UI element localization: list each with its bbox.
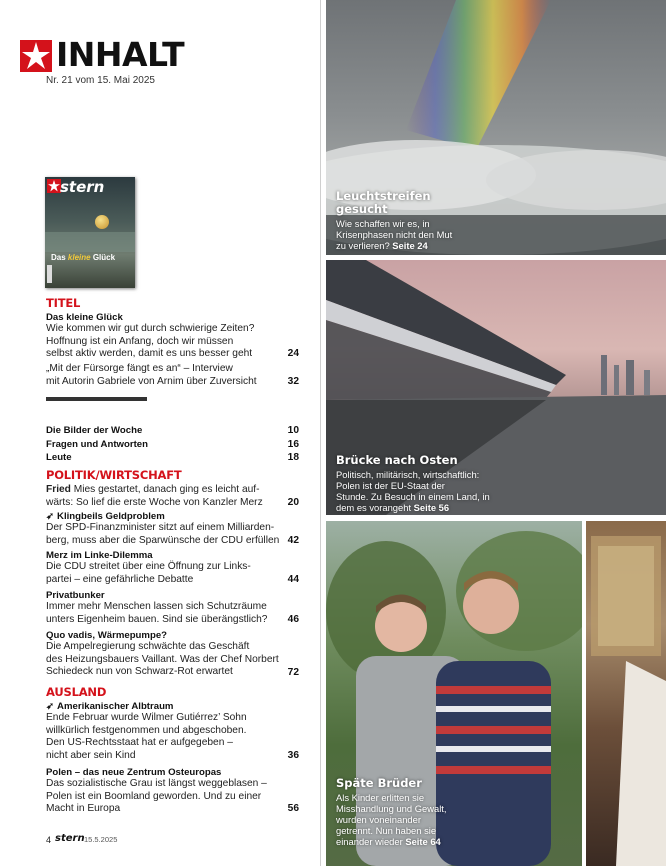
section-politik: POLITIK/WIRTSCHAFT	[46, 468, 182, 482]
cover-barcode	[47, 265, 52, 283]
entry-text: Die Ampelregierung schwächte das Geschäft des Heizungsbauers Vaillant. Was der Chef Norbert Schiedeck nun von Schwarz-Rot erwartet	[46, 641, 279, 678]
page-number[interactable]: 24	[287, 348, 299, 359]
photo-caption: Späte Brüder Als Kinder erlitten sie Misshandlung und Gewalt, wurden voneinander getrennt. Nun haben sie einander wieder Seite 64	[336, 776, 447, 847]
page-number[interactable]: 20	[287, 497, 299, 508]
rubric-item[interactable]: Die Bilder der Woche	[46, 425, 143, 436]
folio-date: 15.5.2025	[84, 835, 118, 844]
folio-page-number: 4	[46, 835, 52, 845]
entry-heading[interactable]: Privatbunker	[46, 590, 105, 601]
issue-info: Nr. 21 vom 15. Mai 2025	[46, 75, 155, 86]
rubric-item[interactable]: Fragen und Antworten	[46, 439, 148, 450]
photo-bridge[interactable]	[326, 260, 666, 515]
photo-caption: Leuchtstreifen gesucht Wie schaffen wir es, in Krisenphasen nicht den Mut zu verlieren? Seite 24	[336, 189, 453, 251]
arrow-marker-icon: ➶	[46, 701, 55, 712]
page-number[interactable]: 44	[287, 574, 299, 585]
entry-text: Ende Februar wurde Wilmer Gutiérrez’ Sohn willkürlich festgenommen und abgeschoben. Den US-Rechtsstaat hat er aufgegeben – nicht aber sein Kind	[46, 712, 247, 761]
entry-text: „Mit der Fürsorge fängt es an“ – Interview mit Autorin Gabriele von Arnim über Zuversicht	[46, 363, 257, 387]
photo-caption: Brücke nach Osten Politisch, militärisch, wirtschaftlich: Polen ist der EU-Staat der Stunde. Zu Besuch in einem Land, in dem es vorangeht Seite 56	[336, 453, 490, 513]
painting-graphic	[586, 521, 666, 866]
page-number[interactable]: 36	[287, 750, 299, 761]
stern-star-logo	[20, 40, 52, 72]
entry-heading[interactable]: Merz im Linke-Dilemma	[46, 550, 153, 561]
page-title: INHALT	[56, 35, 185, 74]
entry-heading[interactable]: Polen – das neue Zentrum Osteuropas	[46, 767, 222, 778]
page-number[interactable]: 10	[287, 425, 299, 436]
entry-heading[interactable]: Quo vadis, Wärmepumpe?	[46, 630, 168, 641]
entry-heading[interactable]: ➶ Klingbeils Geldproblem	[46, 511, 165, 522]
entry-text: Der SPD-Finanzminister sitzt auf einem Milliarden- berg, muss aber die Sparwünsche der CDU erfüllen	[46, 522, 280, 546]
page-number[interactable]: 16	[287, 439, 299, 450]
photo-painting[interactable]	[586, 521, 666, 866]
page-number[interactable]: 56	[287, 803, 299, 814]
entry-text[interactable]: Fried Mies gestartet, danach ging es leicht auf- wärts: So lief die erste Woche von Kanzler Merz	[46, 484, 263, 508]
entry-text: Wie kommen wir gut durch schwierige Zeiten? Hoffnung ist ein Anfang, doch wir müssen selbst aktiv werden, damit es uns besser geht	[46, 323, 255, 360]
page-number[interactable]: 72	[287, 667, 299, 678]
cover-ball	[95, 215, 109, 229]
arrow-marker-icon: ➶	[46, 511, 55, 522]
cover-star-icon	[47, 179, 61, 193]
page-number[interactable]: 32	[287, 376, 299, 387]
rubric-item[interactable]: Leute	[46, 452, 72, 463]
section-titel: TITEL	[46, 296, 81, 310]
page-number[interactable]: 46	[287, 614, 299, 625]
cover-brand: stern	[60, 178, 105, 196]
contents-column	[0, 0, 326, 866]
photo-rainbow[interactable]	[326, 0, 666, 255]
section-divider	[46, 397, 147, 401]
column-divider	[320, 0, 321, 866]
entry-heading[interactable]: ➶ Amerikanischer Albtraum	[46, 701, 174, 712]
entry-heading[interactable]: Das kleine Glück	[46, 312, 123, 323]
folio-brand: stern	[55, 833, 85, 844]
page-number[interactable]: 42	[287, 535, 299, 546]
entry-text: Die CDU streitet über eine Öffnung zur Links- partei – eine gefährliche Debatte	[46, 561, 251, 585]
cover-thumbnail[interactable]	[45, 177, 135, 288]
entry-text: Das sozialistische Grau ist längst weggeblasen – Polen ist ein Boomland geworden. Und zu einer Macht in Europa	[46, 778, 267, 815]
entry-text: Immer mehr Menschen lassen sich Schutzräume unters Eigenheim bauen. Sind sie überängstlich?	[46, 601, 268, 625]
section-ausland: AUSLAND	[46, 685, 107, 699]
cover-water	[45, 232, 135, 252]
cover-title: Das kleine Glück	[51, 253, 116, 262]
page-number[interactable]: 18	[287, 452, 299, 463]
photo-brothers[interactable]	[326, 521, 582, 866]
